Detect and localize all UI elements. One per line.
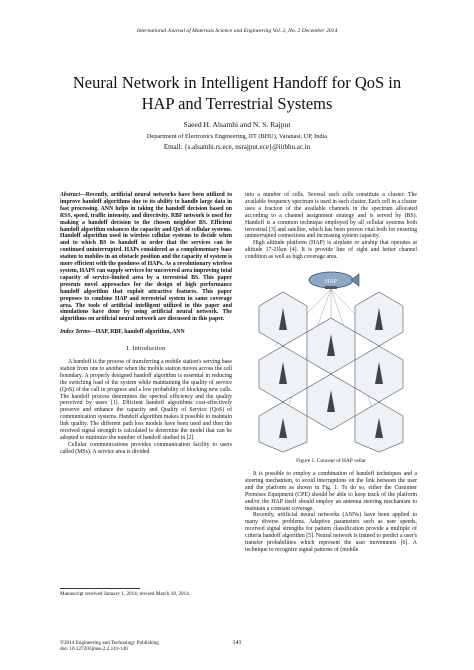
figure-caption: Figure 1. Concept of HAP cellar — [296, 458, 366, 465]
abstract-text: Recently, artificial neural networks have been utilized to improve handoff algorithms due to its ability to handle large data in fast processing. ANN helps in taking the handoff decision based on RSS, speed, traffic intensity, and directivity. RBF network is used for making a handoff decision to the chosen neighbor BS. Efficient handoff algorithm enhances the capacity and QoS of cellular systems. Handoff algorithm used in wireless cellular systems to decide when and to which BS to handoff in order that the services can be continued uninterrupted. HAPs considered as a complementary base station to mobiles in an obstacle position and the capacity of system is more efficient with the goodness of HAPs. As a revolutionary wireless system, HAPS can supply services for uncovered area improving total capacity of service-limited area by a terrestrial BS. This paper presents novel approaches for the design of high performance handoff algorithm that exploit attractive features. This paper proposes to combine HAP and terrestrial system in same coverage area. The tools of artificial intelligent utilized in this paper and simulations have done by using artificial neural network. The algorithms on artificial neural network are discussed in this paper. — [60, 192, 232, 323]
intro-paragraph-2: Cellular communications provides communication facility to users called (MSs). A service area is divided — [60, 441, 232, 455]
page-number: 141 — [232, 640, 242, 646]
abstract-label: Abstract— — [60, 192, 86, 198]
paper-title — [40, 72, 434, 114]
intro-paragraph-1: A handoff is the process of transferring a mobile station's serving base station from one to another when the mobile station moves across the cell boundary. A properly designed handoff algorithm is essential in reducing the switching load of the system while maintaining the quality of service (QoS) of the call in progress and a low probability of blocking new calls. The handoff process determines the spectral efficiency and the quality perceived by users [1]. Efficient handoff algorithms cost-effectively preserve and enhance the capacity and Quality of Service (QoS) of communication systems. Handoff algorithm makes it possible to maintain link quality. The different path loss models have been used and then the received signal strength is calculated to determine the model that can be adopted to minimize the number of handoff studied in [2]. — [60, 359, 232, 441]
index-terms-text: —HAP, RBF, handoff algorithm, ANN — [89, 329, 185, 336]
title-line-2: HAP and Terrestrial Systems — [141, 94, 333, 113]
left-column — [60, 192, 232, 456]
affiliation: Department of Electronics Engineering, IIT (BHU), Varanasi, UP, India — [146, 133, 328, 140]
hap-label: HAP — [324, 279, 338, 286]
right-column — [245, 192, 417, 554]
abstract — [60, 192, 232, 323]
author-email: Email: {s.alsamhi.rs.ece, nsrajput.ece}@iitbhu.ac.in — [163, 143, 311, 151]
section-heading-introduction: I. Introduction — [126, 345, 166, 353]
copyright-doi: doi: 10.12720/ijmse.2.2.141-146 — [60, 646, 128, 653]
footnote-rule — [60, 588, 140, 589]
authors: Saeed H. Alsamhi and N. S. Rajput — [183, 120, 291, 129]
right-paragraph-4: Recently, artificial neural networks (ANNs) have been applied to many diverse problems. Adaptive parameters such as user speeds, received signal strengths for pattern classification provide a multiple of criteria handoff algorithm [5]. Neural network is trained to predict a user's transfer probabilities which represent the user movements [6]. A technique to recognize signal patterns of (mobile — [245, 512, 417, 553]
right-paragraph-1: into a number of cells. Several such cells constitute a cluster. The available frequency spectrum is used in each cluster. Each cell in a cluster uses a fraction of the available channels in the spectrum allocated according to a channel assignment strategy and is served by (BS). Handoff is a common technique employed by all cellular systems both terrestrial [3] and satellite, which has been proven vital both for ensuring uninterrupted connections and increasing system capacity. — [245, 192, 417, 240]
journal-header: International Journal of Materials Science and Engineering Vol. 2, No. 2 December 2014 — [136, 28, 338, 34]
copyright-line-1: ©2014 Engineering and Technology Publishing — [60, 640, 159, 646]
hap-diagram — [245, 266, 417, 454]
title-line-1: Neural Network in Intelligent Handoff for QoS in — [72, 73, 402, 92]
right-paragraph-2: High altitude platform (HAP) is airplane or airship that operates at altitude 17-21km [4]. It is provide line of sight and better channel condition as well as high coverage area. — [245, 240, 417, 261]
index-terms-label: Index Terms — [60, 329, 90, 336]
footnote: Manuscript received January 1, 2014; revised March 18, 2014. — [60, 591, 191, 597]
index-terms — [60, 329, 232, 336]
right-paragraph-3: It is possible to employ a combination of handoff techniques and a steering mechanism, to avoid interruptions on the link between the user and the platform as shown in Fig. 1. To do so, either the Customer Premises Equipment (CPE) should be able to keep track of the platform and/or the HAP itself should employ an antenna steering mechanism to maintain a constant coverage. — [245, 470, 417, 512]
figure-hap-cellular — [245, 266, 417, 454]
